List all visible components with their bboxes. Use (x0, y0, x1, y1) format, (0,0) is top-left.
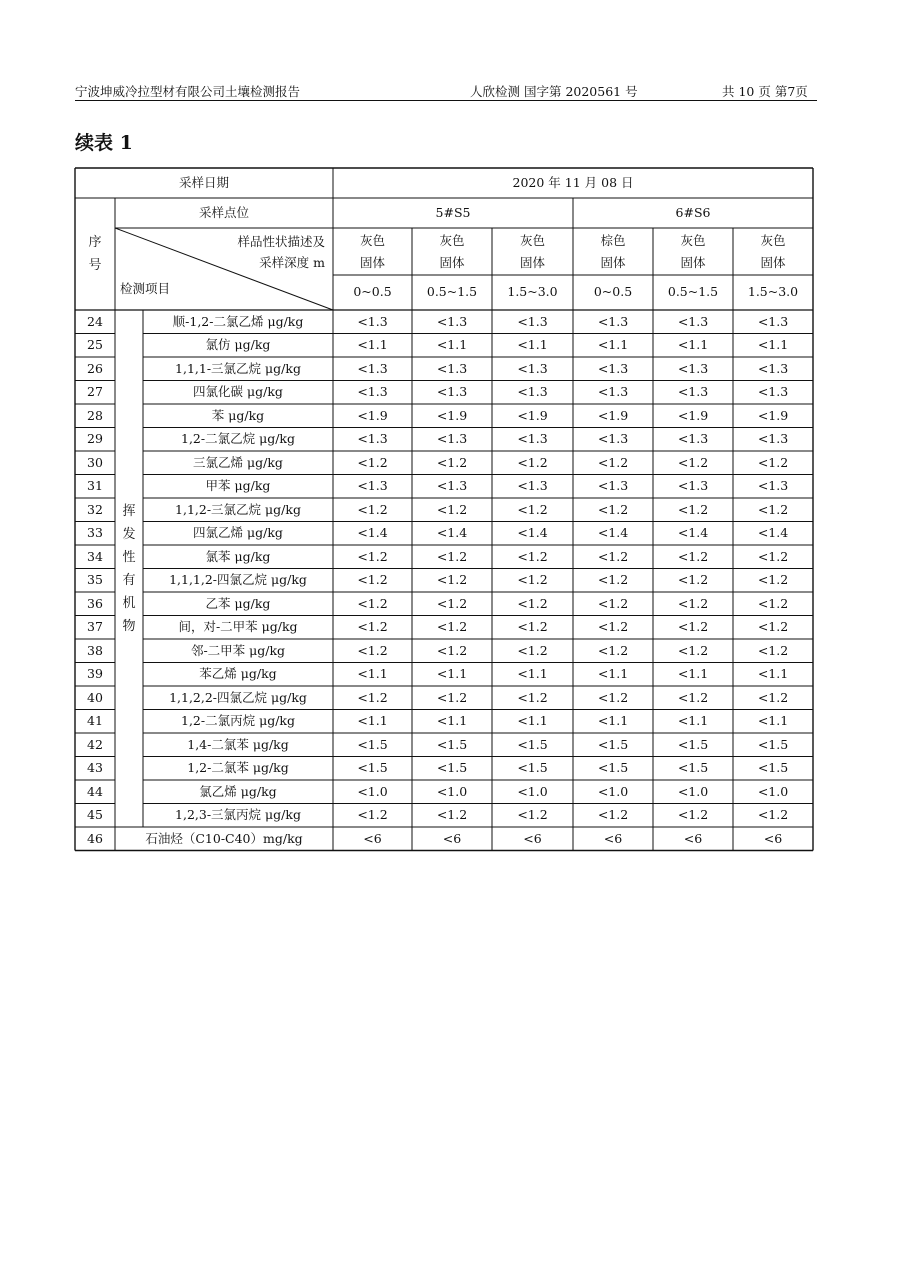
row-value: <1.1 (757, 713, 789, 728)
row-value: <1.2 (436, 619, 468, 634)
row-value: <1.5 (677, 736, 709, 752)
sample-color: 灰色 (680, 232, 706, 248)
row-value: <1.2 (517, 595, 548, 611)
row-value: <1.3 (436, 384, 468, 399)
row-value: <1.1 (757, 666, 789, 681)
row-value: <1.2 (517, 454, 548, 470)
row-value: <1.2 (436, 548, 468, 564)
sample-depth: 1.5~3.0 (747, 284, 799, 300)
seq-header-char: 号 (88, 258, 102, 273)
row-value: <1.0 (357, 783, 388, 799)
row-item-name: 1,2-二氯丙烷 μg/kg (181, 713, 295, 728)
group-label-vocs-char: 机 (122, 595, 136, 611)
sampling-date-label: 采样日期 (178, 174, 229, 190)
seq-header-char: 序 (88, 235, 102, 250)
row-value: <1.2 (436, 501, 468, 517)
row-value: <1.3 (597, 431, 629, 446)
row-value: <1.2 (597, 595, 629, 611)
row-value: <1.2 (357, 501, 388, 517)
row-value: <1.1 (597, 337, 629, 352)
row-value: <1.2 (757, 619, 789, 634)
sampling-point-label: 采样点位 (198, 204, 249, 220)
row-number: 33 (87, 525, 103, 540)
row-item-name: 氯仿 μg/kg (205, 337, 271, 352)
row-value: <1.1 (517, 666, 548, 681)
group-label-vocs-char: 有 (122, 572, 136, 588)
row-item-name: 氯苯 μg/kg (205, 548, 271, 564)
desc-label-line1: 样品性状描述及 (237, 233, 325, 249)
group-label-vocs-char: 物 (122, 618, 136, 634)
row-value: <1.9 (517, 407, 548, 423)
row-number: 40 (87, 689, 103, 705)
row-value: <1.2 (517, 807, 548, 822)
row-value: <1.4 (436, 525, 468, 540)
row-value: <1.3 (597, 478, 629, 493)
row-item-name: 1,1,2-三氯乙烷 μg/kg (175, 501, 301, 517)
row-value: <1.9 (436, 407, 468, 423)
row-item-name: 1,1,1,2-四氯乙烷 μg/kg (169, 572, 307, 587)
sampling-date-value: 2020 年 11 月 08 日 (512, 174, 634, 190)
row-number: 36 (87, 595, 103, 611)
row-value: <1.2 (597, 689, 629, 705)
row-value: <1.2 (597, 454, 629, 470)
row-number: 31 (87, 478, 103, 493)
row-value: <1.1 (436, 713, 468, 728)
row-value: <1.2 (597, 619, 629, 634)
row-item-name: 1,2-二氯乙烷 μg/kg (181, 431, 295, 446)
header-page-number: 共 10 页 第7页 (722, 84, 808, 99)
row-value: <1.2 (757, 572, 789, 587)
row-value: <6 (523, 830, 542, 846)
row-value: <1.2 (517, 572, 548, 587)
row-value: <1.2 (436, 642, 468, 658)
row-item-name: 1,4-二氯苯 μg/kg (187, 736, 289, 752)
row-value: <1.2 (436, 807, 468, 822)
row-value: <1.3 (597, 313, 629, 329)
row-value: <6 (363, 830, 382, 846)
row-value: <1.4 (757, 525, 789, 540)
row-value: <1.3 (357, 478, 388, 493)
row-value: <1.2 (436, 572, 468, 587)
row-value: <1.2 (436, 595, 468, 611)
sample-desc (492, 228, 573, 275)
row-number: 34 (87, 548, 103, 564)
row-number: 24 (87, 313, 103, 329)
row-value: <1.3 (677, 384, 709, 399)
continuation-title: 续表 1 (75, 132, 133, 154)
sample-color: 灰色 (439, 232, 465, 248)
row-value: <1.2 (677, 619, 709, 634)
row-item-name: 1,1,2,2-四氯乙烷 μg/kg (169, 689, 307, 705)
row-item-name: 四氯化碳 μg/kg (193, 384, 283, 399)
row-value: <1.2 (757, 548, 789, 564)
row-item-name: 顺-1,2-二氯乙烯 μg/kg (172, 313, 304, 329)
row-number: 28 (87, 407, 103, 423)
row-value: <1.2 (677, 642, 709, 658)
row-value: <1.5 (436, 760, 468, 775)
sample-color: 灰色 (519, 232, 545, 248)
row-number: 32 (87, 501, 103, 517)
row-number: 37 (87, 619, 103, 634)
sample-desc (733, 228, 813, 275)
seq-header (75, 198, 115, 310)
sample-depth: 1.5~3.0 (507, 284, 558, 300)
row-item-name: 乙苯 μg/kg (205, 595, 271, 611)
row-value: <1.1 (757, 337, 789, 352)
row-value: <1.5 (517, 736, 548, 752)
sample-state: 固体 (600, 254, 626, 270)
row-number: 35 (87, 572, 103, 587)
sample-color: 灰色 (359, 232, 385, 248)
sample-state: 固体 (439, 254, 465, 270)
row-value: <1.3 (677, 313, 709, 329)
sample-desc (653, 228, 733, 275)
sample-desc (333, 228, 412, 275)
row-item-name: 邻-二甲苯 μg/kg (190, 642, 286, 658)
row-value: <1.1 (357, 713, 388, 728)
row-value: <1.3 (517, 384, 548, 399)
row-value: <1.1 (436, 337, 468, 352)
sample-state: 固体 (760, 254, 786, 270)
row-value: <1.4 (677, 525, 709, 540)
row-number: 25 (87, 337, 103, 352)
row-value: <1.3 (517, 478, 548, 493)
row-value: <1.3 (436, 478, 468, 493)
row-item-name: 间，对-二甲苯 μg/kg (178, 619, 298, 634)
row-value: <1.9 (597, 407, 629, 423)
row-value: <1.9 (757, 407, 789, 423)
row-value: <1.2 (517, 689, 548, 705)
row-value: <1.3 (757, 360, 789, 376)
row-value: <1.0 (436, 783, 468, 799)
row-item-name: 三氯乙烯 μg/kg (193, 454, 283, 470)
sample-state: 固体 (519, 254, 545, 270)
row-value: <1.3 (436, 431, 468, 446)
row-value: <1.2 (677, 501, 709, 517)
row-value: <1.4 (597, 525, 629, 540)
row-value: <1.2 (597, 548, 629, 564)
row-value: <1.2 (517, 642, 548, 658)
group-label-vocs-char: 性 (122, 549, 136, 565)
row-value: <1.5 (436, 736, 468, 752)
row-value: <1.3 (357, 360, 388, 376)
row-item-name: 1,2-二氯苯 μg/kg (187, 760, 289, 775)
row-value: <1.2 (436, 689, 468, 705)
row-value: <1.0 (757, 783, 789, 799)
row-value: <1.1 (517, 713, 548, 728)
row-value: <1.2 (677, 807, 709, 822)
row-value: <6 (603, 830, 623, 846)
row-number: 46 (87, 830, 103, 846)
row-value: <6 (763, 830, 783, 846)
row-number: 44 (87, 783, 103, 799)
row-value: <1.2 (357, 642, 388, 658)
row-value: <1.1 (436, 666, 468, 681)
row-number: 43 (87, 760, 103, 775)
sample-state: 固体 (359, 254, 385, 270)
row-value: <1.3 (757, 478, 789, 493)
row-number: 38 (87, 642, 103, 658)
row-value: <1.3 (757, 384, 789, 399)
row-value: <1.2 (597, 642, 629, 658)
row-value: <1.1 (677, 666, 709, 681)
row-value: <1.2 (357, 595, 388, 611)
row-value: <1.5 (357, 736, 388, 752)
sample-desc (573, 228, 653, 275)
sample-state: 固体 (680, 254, 706, 270)
row-value: <1.9 (357, 407, 388, 423)
row-value: <1.3 (677, 360, 709, 376)
row-value: <1.2 (757, 642, 789, 658)
row-value: <1.1 (357, 337, 388, 352)
row-value: <1.3 (597, 384, 629, 399)
row-value: <1.2 (677, 595, 709, 611)
row-number: 27 (87, 384, 103, 399)
row-item-name: 四氯乙烯 μg/kg (193, 525, 283, 540)
row-number: 30 (87, 454, 103, 470)
row-value: <1.5 (517, 760, 548, 775)
row-value: <1.2 (757, 454, 789, 470)
sampling-point-6S6: 6#S6 (675, 204, 711, 220)
row-number: 29 (87, 431, 103, 446)
row-value: <1.2 (357, 548, 388, 564)
sampling-point-5S5: 5#S5 (435, 204, 471, 220)
row-item-name: 氯乙烯 μg/kg (199, 783, 277, 799)
row-value: <1.3 (517, 313, 548, 329)
row-value: <1.3 (677, 431, 709, 446)
row-value: <1.5 (757, 760, 789, 775)
row-value: <1.9 (677, 407, 709, 423)
header-report-number: 人欣检测 国字第 2020561 号 (470, 84, 638, 99)
row-value: <1.3 (597, 360, 629, 376)
row-number: 41 (87, 713, 103, 728)
row-item-name: 甲苯 μg/kg (205, 478, 271, 493)
row-value: <1.2 (357, 454, 388, 470)
row-value: <1.1 (597, 666, 629, 681)
row-value: <1.2 (357, 619, 388, 634)
row-value: <1.3 (517, 431, 548, 446)
row-value: <1.3 (357, 313, 388, 329)
row-value: <1.0 (517, 783, 548, 799)
sample-desc (412, 228, 492, 275)
row-value: <1.2 (757, 807, 789, 822)
group-label-vocs-char: 发 (122, 526, 136, 542)
row-value: <1.1 (677, 713, 709, 728)
row-value: <1.5 (357, 760, 388, 775)
row-value: <1.2 (517, 548, 548, 564)
row-value: <1.3 (436, 313, 468, 329)
row-value: <1.0 (597, 783, 629, 799)
row-value: <1.4 (517, 525, 548, 540)
row-value: <1.3 (677, 478, 709, 493)
row-value: <1.2 (757, 501, 789, 517)
row-item-name: 1,2,3-三氯丙烷 μg/kg (175, 807, 301, 822)
row-value: <1.0 (677, 783, 709, 799)
sample-depth: 0.5~1.5 (667, 284, 719, 300)
row-value: <1.2 (517, 501, 548, 517)
row-value: <1.5 (757, 736, 789, 752)
row-number: 39 (87, 666, 103, 681)
row-value: <1.4 (357, 525, 388, 540)
row-value: <1.2 (597, 501, 629, 517)
row-value: <1.2 (597, 572, 629, 587)
row-value: <6 (683, 830, 703, 846)
row-value: <1.3 (357, 384, 388, 399)
row-value: <6 (442, 830, 462, 846)
row-value: <1.3 (517, 360, 548, 376)
row-value: <1.2 (597, 807, 629, 822)
row-value: <1.2 (677, 572, 709, 587)
row-value: <1.2 (677, 454, 709, 470)
row-value: <1.5 (597, 736, 629, 752)
group-label-vocs-char: 挥 (122, 503, 136, 519)
row-value: <1.2 (757, 689, 789, 705)
group-label-vocs (115, 310, 143, 827)
header-report-title: 宁波坤威冷拉型材有限公司土壤检测报告 (75, 84, 301, 99)
row-item-name: 苯乙烯 μg/kg (199, 666, 277, 681)
row-item-name: 石油烃（C10-C40）mg/kg (145, 830, 303, 846)
sample-color: 棕色 (600, 232, 626, 248)
row-item-name: 1,1,1-三氯乙烷 μg/kg (175, 360, 301, 376)
row-number: 26 (87, 360, 103, 376)
row-value: <1.2 (677, 548, 709, 564)
row-number: 42 (87, 736, 103, 752)
row-value: <1.2 (517, 619, 548, 634)
row-value: <1.1 (517, 337, 548, 352)
row-value: <1.3 (757, 431, 789, 446)
row-value: <1.1 (597, 713, 629, 728)
row-value: <1.2 (357, 572, 388, 587)
row-value: <1.1 (677, 337, 709, 352)
sample-depth: 0~0.5 (353, 284, 392, 300)
row-item-name: 苯 μg/kg (211, 407, 265, 423)
row-value: <1.3 (757, 313, 789, 329)
row-value: <1.1 (357, 666, 388, 681)
row-number: 45 (87, 807, 103, 822)
item-label: 检测项目 (120, 280, 171, 296)
row-value: <1.2 (436, 454, 468, 470)
row-value: <1.5 (677, 760, 709, 775)
desc-label-line2: 采样深度 m (259, 254, 325, 270)
row-value: <1.3 (357, 431, 388, 446)
row-value: <1.2 (357, 807, 388, 822)
row-value: <1.2 (357, 689, 388, 705)
sample-color: 灰色 (760, 232, 786, 248)
row-value: <1.2 (757, 595, 789, 611)
row-value: <1.5 (597, 760, 629, 775)
row-value: <1.2 (677, 689, 709, 705)
sample-depth: 0.5~1.5 (426, 284, 478, 300)
sample-depth: 0~0.5 (593, 284, 633, 300)
row-value: <1.3 (436, 360, 468, 376)
